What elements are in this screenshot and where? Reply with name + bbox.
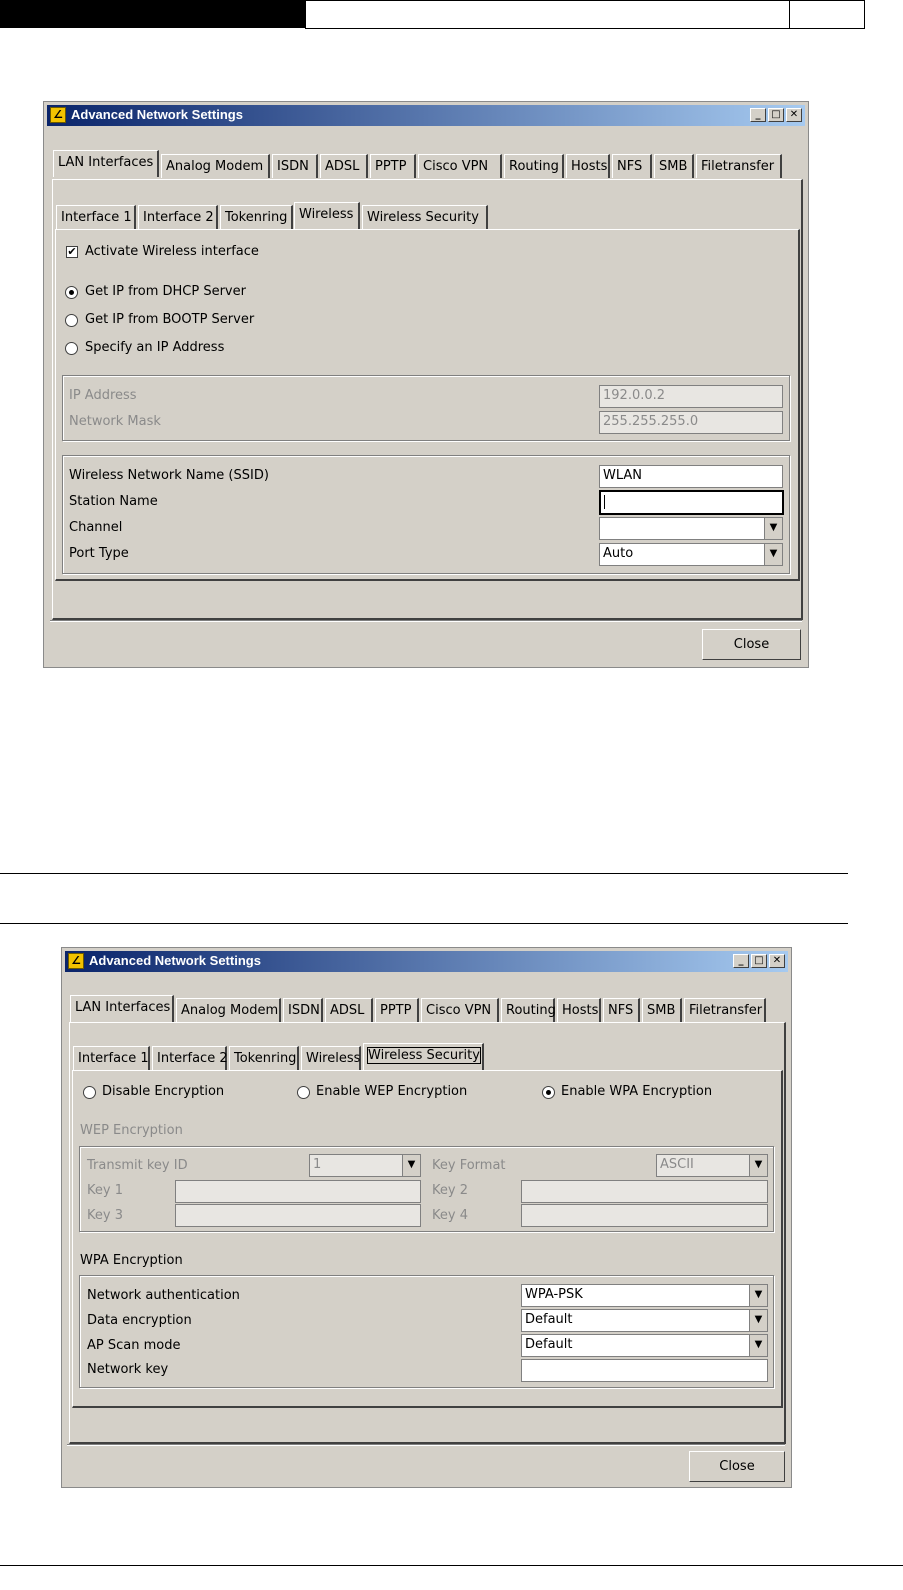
minimize-icon[interactable]: _ xyxy=(733,954,749,968)
close-icon[interactable]: ✕ xyxy=(786,108,802,122)
key-2-label: Key 2 xyxy=(432,1183,468,1198)
transmit-key-id-dropdown[interactable]: 1 ▼ xyxy=(309,1154,421,1177)
dhcp-radio[interactable] xyxy=(65,286,78,299)
subtab-interface-1[interactable]: Interface 1 xyxy=(56,205,136,229)
title-bar[interactable] xyxy=(65,951,788,972)
page-header-box-right xyxy=(789,0,865,29)
chevron-down-icon[interactable]: ▼ xyxy=(749,1335,767,1356)
tab-isdn[interactable]: ISDN xyxy=(283,998,323,1022)
close-button[interactable]: Close xyxy=(702,629,801,660)
subtab-wireless-security[interactable]: Wireless Security xyxy=(362,205,488,229)
divider-line xyxy=(0,923,848,924)
activate-wireless-label: Activate Wireless interface xyxy=(85,244,259,259)
key-3-field[interactable] xyxy=(175,1204,421,1227)
close-icon[interactable]: ✕ xyxy=(769,954,785,968)
channel-dropdown[interactable] xyxy=(599,517,783,540)
tab-filetransfer[interactable]: Filetransfer xyxy=(684,998,766,1022)
tab-isdn[interactable]: ISDN xyxy=(272,154,318,178)
data-encryption-dropdown[interactable]: Default ▼ xyxy=(521,1309,768,1332)
tab-adsl[interactable]: ADSL xyxy=(320,154,368,178)
window-title: Advanced Network Settings xyxy=(71,107,243,122)
data-encryption-label: Data encryption xyxy=(87,1313,192,1328)
subtab-wireless-security[interactable]: Wireless Security xyxy=(363,1043,484,1070)
tab-cisco-vpn[interactable]: Cisco VPN xyxy=(421,998,499,1022)
tab-routing[interactable]: Routing xyxy=(504,154,564,178)
key-2-field[interactable] xyxy=(521,1180,768,1203)
minimize-icon[interactable]: _ xyxy=(750,108,766,122)
bottom-separator xyxy=(67,1444,785,1446)
tab-smb[interactable]: SMB xyxy=(642,998,682,1022)
bottom-separator xyxy=(50,620,802,622)
port-type-label: Port Type xyxy=(69,546,129,561)
chevron-down-icon[interactable]: ▼ xyxy=(764,518,782,539)
subtab-interface-2[interactable]: Interface 2 xyxy=(152,1046,227,1070)
disable-encryption-radio[interactable] xyxy=(83,1086,96,1099)
tab-lan-interfaces[interactable]: LAN Interfaces xyxy=(53,150,159,177)
tab-cisco-vpn[interactable]: Cisco VPN xyxy=(418,154,502,178)
footer-line xyxy=(0,1565,903,1566)
subtab-wireless[interactable]: Wireless xyxy=(301,1046,361,1070)
subtab-wireless[interactable]: Wireless xyxy=(294,202,360,229)
disable-encryption-label: Disable Encryption xyxy=(102,1084,225,1099)
app-icon: ∠ xyxy=(50,107,66,123)
key-4-field[interactable] xyxy=(521,1204,768,1227)
wep-encryption-radio[interactable] xyxy=(297,1086,310,1099)
page-header-black-block xyxy=(0,0,305,28)
subtab-tokenring[interactable]: Tokenring xyxy=(220,205,293,229)
key-format-label: Key Format xyxy=(432,1158,506,1173)
tab-analog-modem[interactable]: Analog Modem xyxy=(176,998,281,1022)
title-bar[interactable] xyxy=(47,105,805,126)
network-authentication-label: Network authentication xyxy=(87,1288,240,1303)
network-authentication-dropdown[interactable]: WPA-PSK ▼ xyxy=(521,1284,768,1307)
divider-line xyxy=(0,873,848,874)
port-type-dropdown[interactable]: Auto ▼ xyxy=(599,543,783,566)
dhcp-label: Get IP from DHCP Server xyxy=(85,284,246,299)
activate-wireless-checkbox[interactable]: ✔ xyxy=(67,245,77,258)
key-format-dropdown[interactable]: ASCII ▼ xyxy=(656,1154,768,1177)
subtab-interface-2[interactable]: Interface 2 xyxy=(138,205,218,229)
subtab-tokenring[interactable]: Tokenring xyxy=(229,1046,299,1070)
bootp-label: Get IP from BOOTP Server xyxy=(85,312,255,327)
chevron-down-icon[interactable]: ▼ xyxy=(749,1310,767,1331)
chevron-down-icon[interactable]: ▼ xyxy=(402,1155,420,1176)
wep-group-title: WEP Encryption xyxy=(80,1123,183,1138)
wpa-encryption-radio[interactable] xyxy=(542,1086,555,1099)
tab-hosts[interactable]: Hosts xyxy=(566,154,610,178)
station-name-label: Station Name xyxy=(69,494,158,509)
tab-analog-modem[interactable]: Analog Modem xyxy=(161,154,270,178)
tab-nfs[interactable]: NFS xyxy=(612,154,652,178)
static-ip-label: Specify an IP Address xyxy=(85,340,225,355)
network-mask-label: Network Mask xyxy=(69,414,161,429)
wpa-encryption-label: Enable WPA Encryption xyxy=(561,1084,713,1099)
close-button[interactable]: Close xyxy=(689,1451,785,1482)
ssid-label: Wireless Network Name (SSID) xyxy=(69,468,269,483)
key-4-label: Key 4 xyxy=(432,1208,468,1223)
key-1-label: Key 1 xyxy=(87,1183,123,1198)
key-1-field[interactable] xyxy=(175,1180,421,1203)
network-key-field[interactable] xyxy=(521,1359,768,1382)
page-header-box xyxy=(305,0,791,29)
tab-routing[interactable]: Routing xyxy=(501,998,555,1022)
text-caret xyxy=(604,495,605,509)
wep-encryption-label: Enable WEP Encryption xyxy=(316,1084,468,1099)
app-icon: ∠ xyxy=(68,953,84,969)
ip-address-label: IP Address xyxy=(69,388,137,403)
tab-smb[interactable]: SMB xyxy=(654,154,694,178)
tab-filetransfer[interactable]: Filetransfer xyxy=(696,154,782,178)
advanced-network-settings-window-wireless-security xyxy=(61,947,792,1488)
maximize-icon[interactable]: □ xyxy=(768,108,784,122)
tab-adsl[interactable]: ADSL xyxy=(325,998,373,1022)
tab-nfs[interactable]: NFS xyxy=(603,998,640,1022)
advanced-network-settings-window-wireless xyxy=(43,101,809,668)
tab-pptp[interactable]: PPTP xyxy=(370,154,416,178)
wpa-group-title: WPA Encryption xyxy=(80,1253,183,1268)
network-key-label: Network key xyxy=(87,1362,169,1377)
tab-pptp[interactable]: PPTP xyxy=(375,998,419,1022)
window-title: Advanced Network Settings xyxy=(89,953,261,968)
ssid-field[interactable]: WLAN xyxy=(599,465,783,488)
ip-address-field[interactable]: 192.0.0.2 xyxy=(599,385,783,408)
chevron-down-icon[interactable]: ▼ xyxy=(764,544,782,565)
ap-scan-mode-dropdown[interactable]: Default ▼ xyxy=(521,1334,768,1357)
key-3-label: Key 3 xyxy=(87,1208,123,1223)
subtab-interface-1[interactable]: Interface 1 xyxy=(73,1046,150,1070)
tab-lan-interfaces[interactable]: LAN Interfaces xyxy=(70,995,174,1022)
channel-label: Channel xyxy=(69,520,123,535)
ap-scan-mode-label: AP Scan mode xyxy=(87,1338,181,1353)
bootp-radio[interactable] xyxy=(65,314,78,327)
transmit-key-id-label: Transmit key ID xyxy=(87,1158,188,1173)
station-name-field[interactable] xyxy=(599,490,784,515)
maximize-icon[interactable]: □ xyxy=(751,954,767,968)
chevron-down-icon[interactable]: ▼ xyxy=(749,1285,767,1306)
static-ip-radio[interactable] xyxy=(65,342,78,355)
network-mask-field[interactable]: 255.255.255.0 xyxy=(599,411,783,434)
chevron-down-icon[interactable]: ▼ xyxy=(749,1155,767,1176)
tab-hosts[interactable]: Hosts xyxy=(557,998,601,1022)
